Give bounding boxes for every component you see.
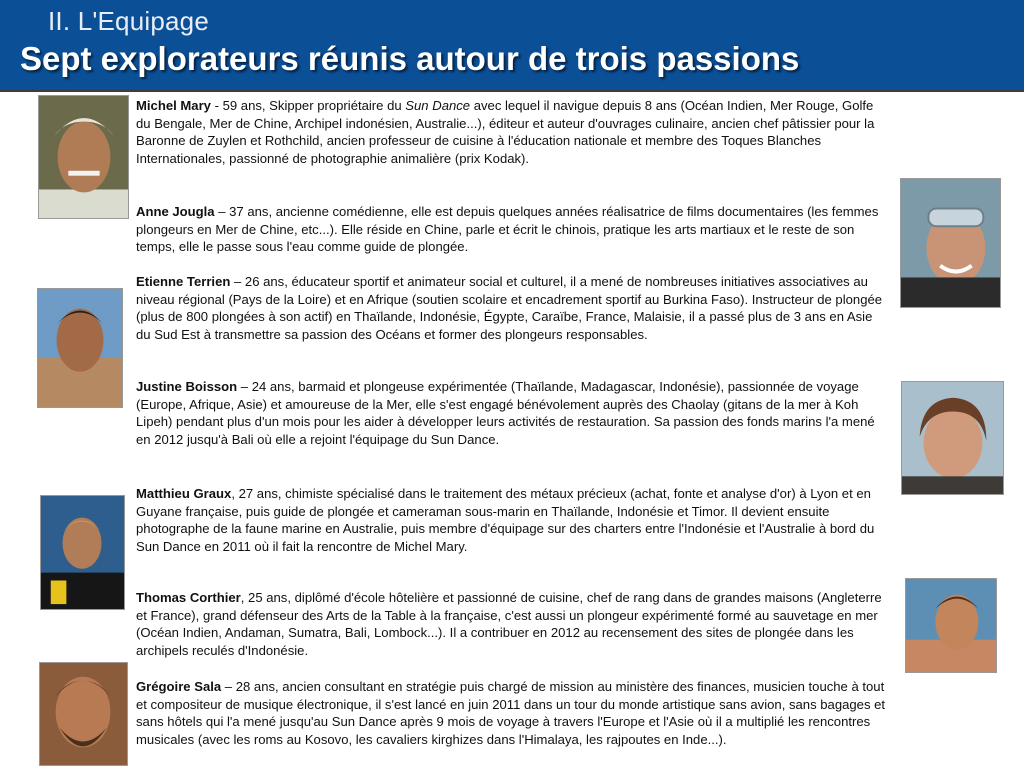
crew-name: Thomas Corthier [136,590,241,605]
bio-gregoire-sala: Grégoire Sala – 28 ans, ancien consultant en stratégie puis chargé de mission au ministère des finances, musicien touche à tout et compositeur de musique électronique, il s'est lancé en juin 2011 dans un tour du monde artistique sans avion, sans bagages et sans hôtels qui l'a mené jusqu'au Sun Dance après 9 mois de voyage à travers l'Europe et l'Asie où il a multiplié les rencontres musicales (avec les roms au Kosovo, les cavaliers kirghizes dans l'Himalaya, les rajpoutes en Inde...). [136,679,886,747]
header-divider [0,90,1024,92]
photo-justine-boisson [901,381,1004,495]
bio-thomas-corthier: Thomas Corthier, 25 ans, diplômé d'école hôtelière et passionné de cuisine, chef de rang dans de grandes maisons (Angleterre et France), grand défenseur des Arts de la Table à la française, c'est aussi un plongeur expérimenté formé au sauvetage en mer (Océan Indien, Andaman, Sumatra, Bali, Lombock...). Il a contribuer en 2012 au recensement des sites de plongée dans les archipels reculés d'Indonésie. [136,590,882,658]
bio-michel-mary: Michel Mary - 59 ans, Skipper propriétaire du Sun Dance avec lequel il navigue depuis 8 ans (Océan Indien, Mer Rouge, Golfe du Bengale, Mer de Chine, Archipel indonésien, Australie...), éditeur et auteur d'ouvrages culinaire, ancien chef pâtissier pour la Baronne de Zuylen et Rothchild, ancien professeur de cuisine à l'éducation nationale et membre des Toques Blanches Internationales, passionné de photographie animalière (prix Kodak). [136,98,875,166]
crew-name: Etienne Terrien [136,274,231,289]
photo-michel-mary [38,95,129,219]
bio-anne-jougla: Anne Jougla – 37 ans, ancienne comédienne, elle est depuis quelques années réalisatrice de films documentaires (les femmes plongeurs en Mer de Chine, etc...). Elle réside en Chine, parle et écrit le chinois, pratique les arts martiaux et le reste de son temps, elle le passe sous l'eau comme guide de plongée. [136,204,879,255]
photo-gregoire-sala [39,662,128,766]
photo-anne-jougla [900,178,1001,308]
photo-matthieu-graux [40,495,125,610]
photo-etienne-terrien [37,288,123,408]
crew-name: Michel Mary [136,98,211,113]
bio-etienne-terrien: Etienne Terrien – 26 ans, éducateur sportif et animateur social et culturel, il a mené de nombreuses initiatives associatives au niveau régional (Pays de la Loire) et en Afrique (soutien scolaire et encadrement sportif au Burkina Faso). Instructeur de plongée (plus de 800 plongées à son actif) en Thaïlande, Indonésie, Égypte, Caraïbe, France, Malaisie, il a passé plus de 3 ans en Asie du Sud Est à transmettre sa passion des Océans et former des plongeurs responsables. [136,274,883,342]
crew-name: Anne Jougla [136,204,215,219]
slide-header [0,0,1024,90]
section-subtitle: II. L'Equipage [48,6,209,36]
crew-name: Grégoire Sala [136,679,222,694]
bio-justine-boisson: Justine Boisson – 24 ans, barmaid et plongeuse expérimentée (Thaïlande, Madagascar, Indonésie), passionnée de voyage (Europe, Afrique, Asie) et amoureuse de la Mer, elle s'est engagé bénévolement auprès des Chaolay (gitans de la mer à Koh Lipeh) pendant plus d'un mois pour les aider à développer leurs activités de restauration. Sa passion des fonds marins l'a mené en 2012 jusqu'à Bali où elle a rejoint l'équipage du Sun Dance. [136,379,875,447]
bio-matthieu-graux: Matthieu Graux, 27 ans, chimiste spécialisé dans le traitement des métaux précieux (achat, fonte et analyse d'or) à Lyon et en Guyane française, puis guide de plongée et cameraman sous-marin en Thaïlande, Indonésie et Timor. Il devient ensuite photographe de la faune marine en Australie, puis membre d'équipage sur des charters entre l'Indonésie et l'Australie à bord du Sun Dance en 2011 où il fait la rencontre de Michel Mary. [136,486,875,554]
crew-name: Matthieu Graux [136,486,232,501]
slide-title: Sept explorateurs réunis autour de trois passions [20,40,800,77]
photo-thomas-corthier [905,578,997,673]
crew-name: Justine Boisson [136,379,238,394]
